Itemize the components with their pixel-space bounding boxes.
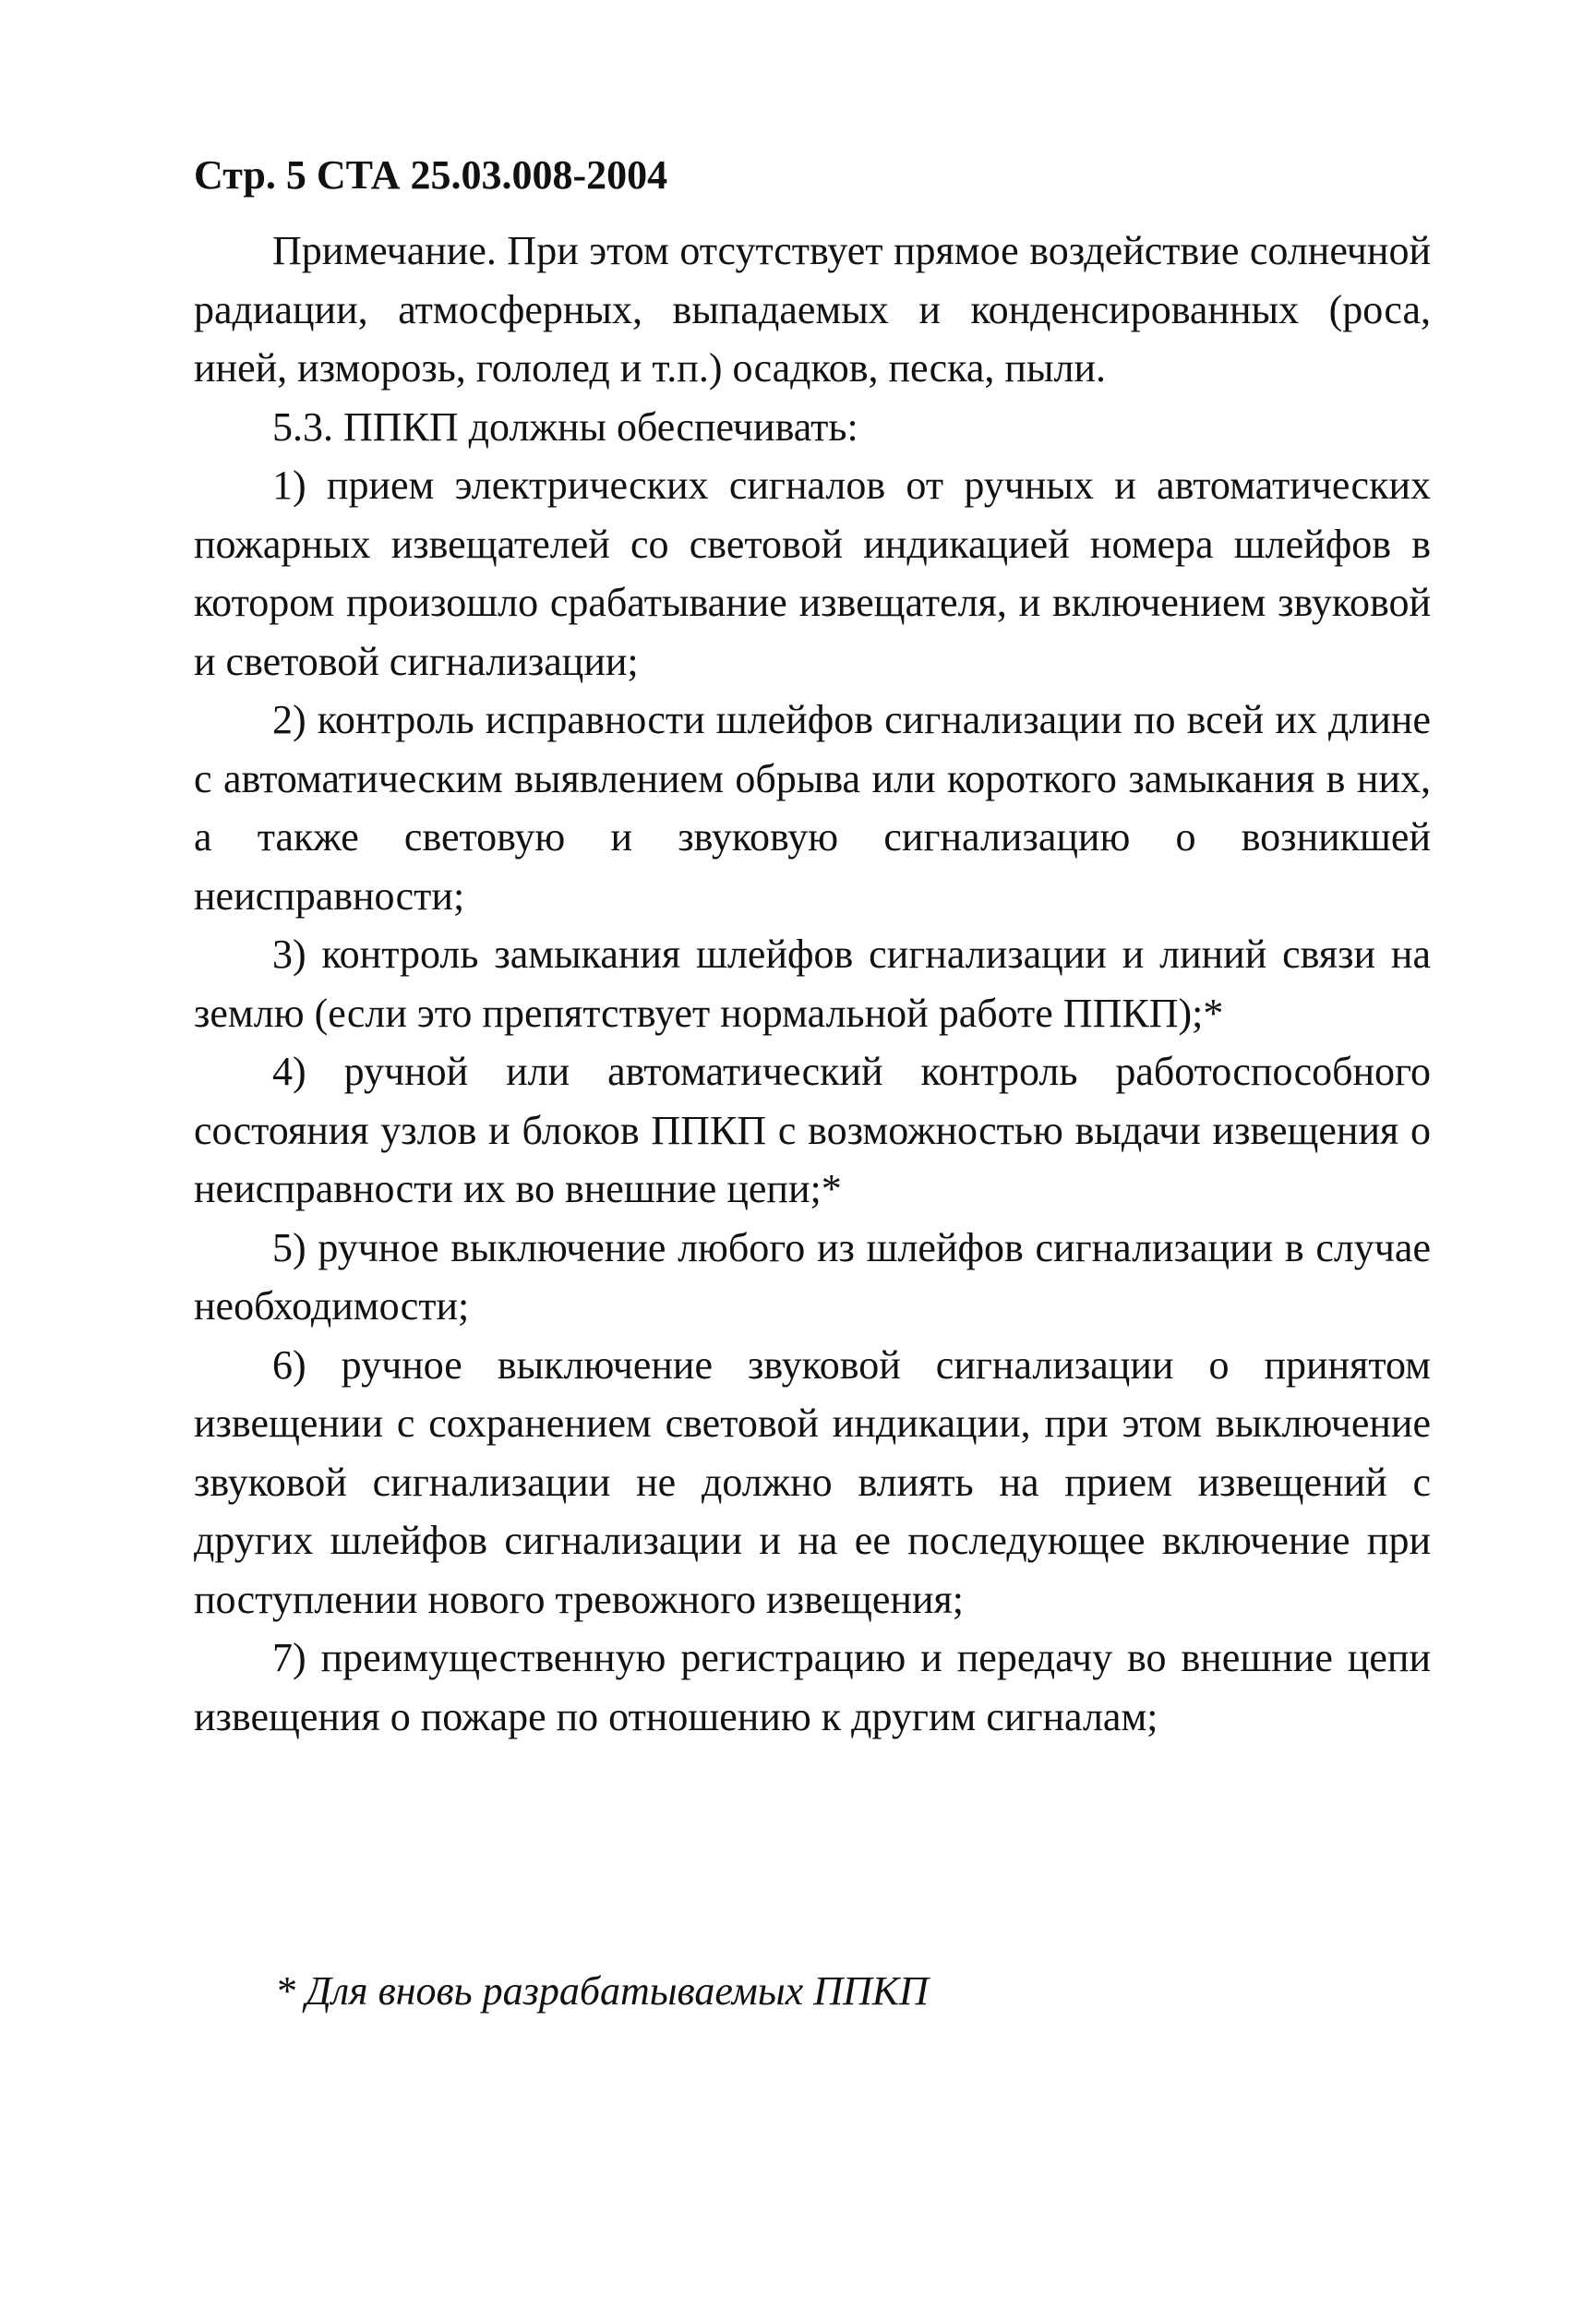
list-item-7: 7) преимущественную регистрацию и передачу во внешние цепи извещения о пожаре по отношению к другим сигналам; — [194, 1635, 1431, 1739]
note-paragraph: Примечание. При этом отсутствует прямое воздействие солнечной радиации, атмосферных, выпадаемых и конденсированных (роса, иней, изморозь, гололед и т.п.) осадков, песка, пыли. — [194, 228, 1431, 391]
list-item-1-continuation: пожарных извещателей со световой индикацией номера шлейфов в котором произошло срабатывание извещателя, и включением звуковой и световой сигнализации; — [194, 521, 1431, 684]
footnote: * Для вновь разрабатываемых ППКП — [275, 1968, 929, 2014]
list-item-1-first-line: 1) прием электрических сигналов от ручных и автоматических — [272, 463, 1431, 508]
list-item-6: 6) ручное выключение звуковой сигнализации о принятом извещении с сохранением световой индикации, при этом выключение звуковой сигнализации не должно влиять на прием извещений с других шлейфов сигнализации и на ее последующее включение при поступлении нового тревожного извещения; — [194, 1341, 1431, 1622]
list-item-5: 5) ручное выключение любого из шлейфов сигнализации в случае необходимости; — [194, 1224, 1431, 1329]
section-intro: 5.3. ППКП должны обеспечивать: — [272, 403, 858, 450]
list-item-3: 3) контроль замыкания шлейфов сигнализации и линий связи на землю (если это препятствует нормальной работе ППКП);* — [194, 932, 1431, 1036]
list-item-4: 4) ручной или автоматический контроль работоспособного состояния узлов и блоков ППКП с возможностью выдачи извещения о неисправности их во внешние цепи;* — [194, 1049, 1431, 1211]
list-item-2: 2) контроль исправности шлейфов сигнализации по всей их длине с автоматическим выявлением обрыва или короткого замыкания в них, а также световую и звуковую сигнализацию о возникшей неисправности; — [194, 697, 1431, 919]
document-body — [194, 222, 1431, 1746]
page-header: Стр. 5 СТА 25.03.008-2004 — [194, 152, 668, 198]
